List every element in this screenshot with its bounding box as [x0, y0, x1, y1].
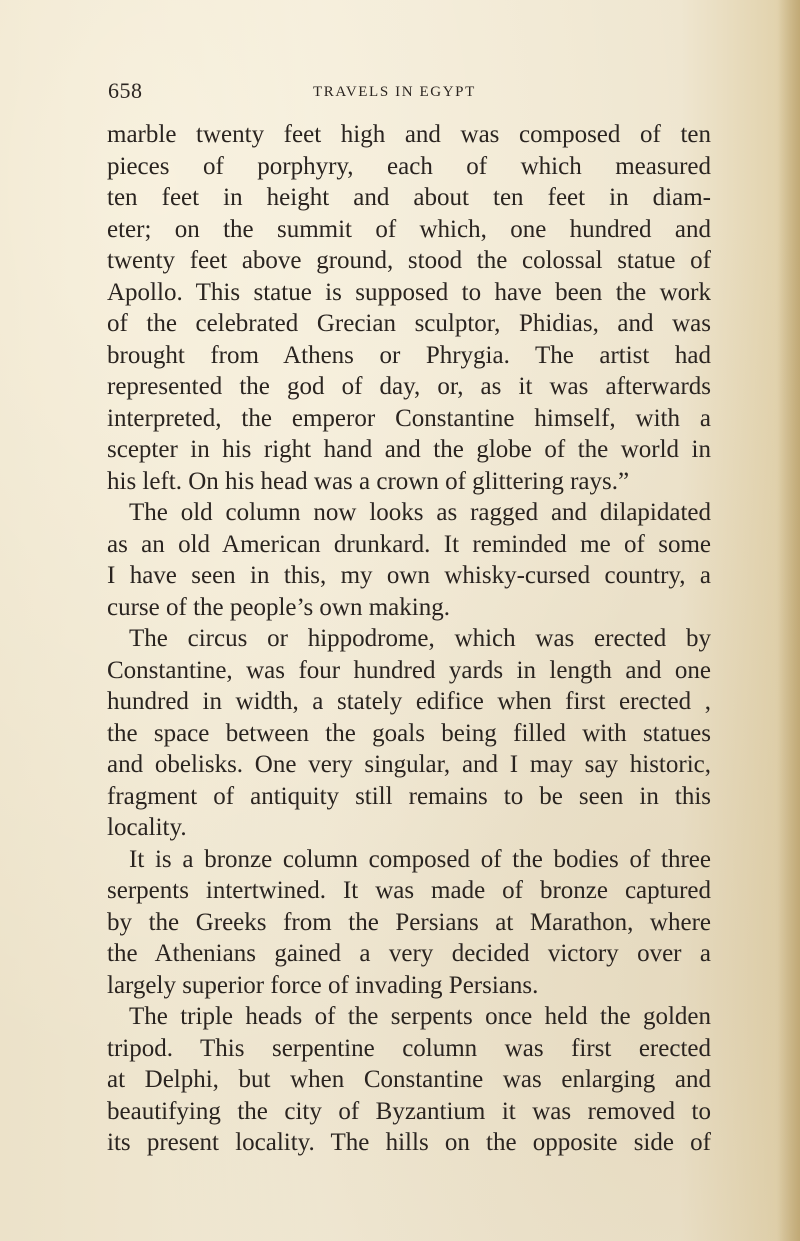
text-line: Apollo. This statue is supposed to have been the work [107, 278, 711, 306]
text-line: curse of the people’s own making. [107, 593, 450, 621]
text-line: the space between the goals being filled with statues [107, 719, 711, 747]
text-line: The triple heads of the serpents once held the golden [129, 1003, 711, 1030]
page-number: 658 [108, 78, 143, 103]
text-line: marble twenty feet high and was composed of ten [107, 121, 711, 148]
text-line: The old column now looks as ragged and dilapidated [129, 499, 711, 526]
text-line: fragment of antiquity still remains to be seen in this [107, 782, 711, 810]
text-line: Constantine, was four hundred yards in length and one [107, 656, 711, 684]
text-line: by the Greeks from the Persians at Marathon, where [107, 908, 711, 936]
text-line: locality. [107, 814, 187, 841]
text-line: I have seen in this, my own whisky-cursed country, a [107, 562, 711, 589]
text-line: hundred in width, a stately edifice when first erected , [107, 688, 711, 715]
text-line: beautifying the city of Byzantium it was removed to [107, 1097, 711, 1125]
text-line: the Athenians gained a very decided victory over a [107, 940, 711, 967]
text-line: and obelisks. One very singular, and I may say historic, [107, 751, 711, 778]
text-line: eter; on the summit of which, one hundred and [107, 215, 711, 243]
text-line: as an old American drunkard. It reminded me of some [107, 530, 711, 558]
text-line: pieces of porphyry, each of which measured [107, 152, 711, 180]
text-line: ten feet in height and about ten feet in diam- [107, 184, 711, 211]
text-line: its present locality. The hills on the opposite side of [107, 1129, 711, 1156]
text-line: of the celebrated Grecian sculptor, Phidias, and was [107, 310, 711, 337]
body-text [107, 119, 711, 1159]
text-line: tripod. This serpentine column was first erected [107, 1034, 711, 1062]
text-line: brought from Athens or Phrygia. The artist had [107, 341, 711, 369]
text-line: The circus or hippodrome, which was erected by [129, 625, 711, 652]
text-line: twenty feet above ground, stood the colossal statue of [107, 247, 711, 274]
page-edge-stain [778, 0, 800, 1241]
text-line: represented the god of day, or, as it was afterwards [107, 373, 711, 400]
text-line: It is a bronze column composed of the bodies of three [129, 845, 711, 873]
running-head: TRAVELS IN EGYPT [313, 84, 476, 100]
text-line: interpreted, the emperor Constantine himself, with a [107, 404, 711, 432]
text-line: his left. On his head was a crown of glittering rays.” [107, 467, 630, 495]
text-line: at Delphi, but when Constantine was enlarging and [107, 1066, 711, 1093]
text-line: largely superior force of invading Persians. [107, 971, 539, 999]
text-line: serpents intertwined. It was made of bronze captured [107, 877, 711, 904]
text-line: scepter in his right hand and the globe of the world in [107, 436, 711, 463]
page-header [108, 78, 708, 108]
